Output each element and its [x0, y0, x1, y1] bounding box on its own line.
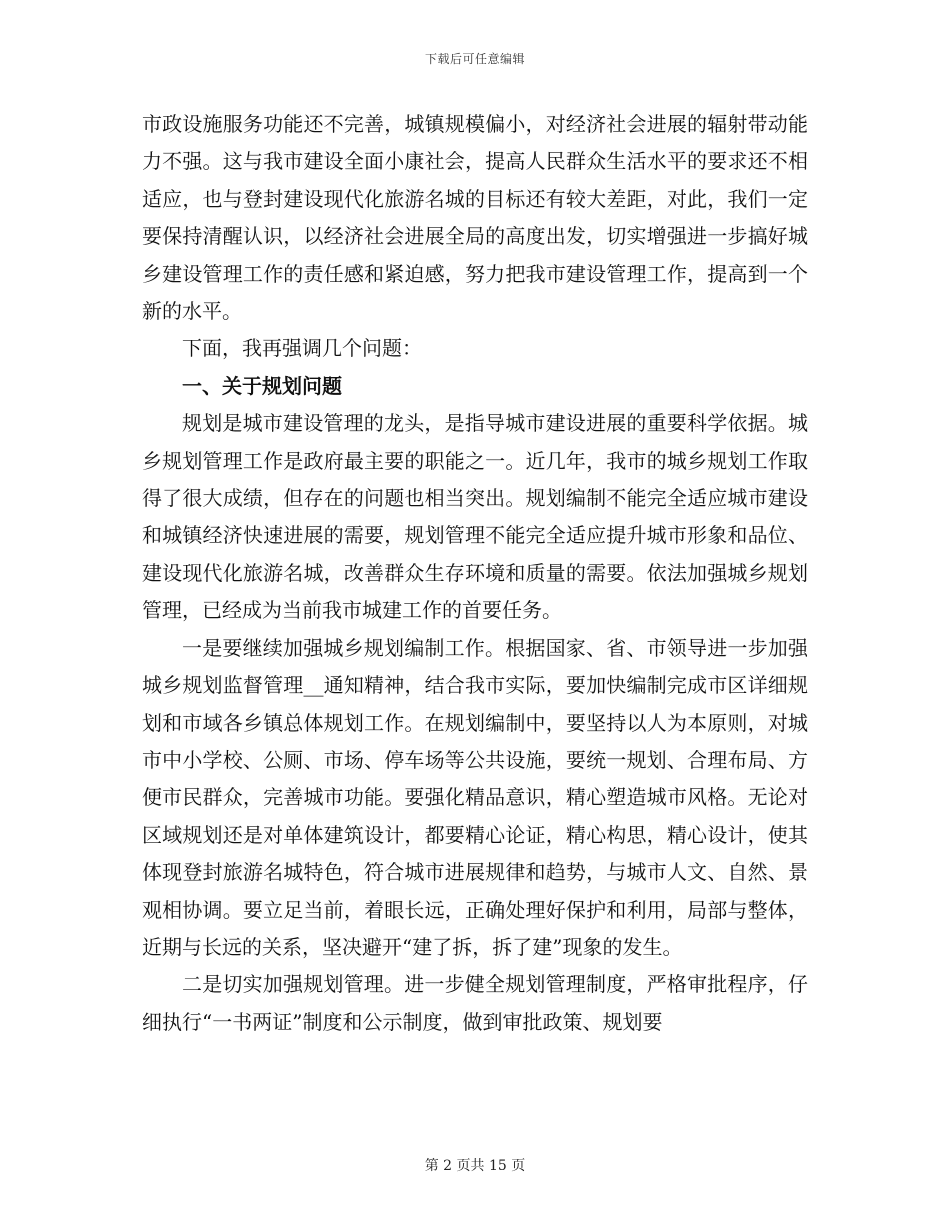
- section-heading: 一、关于规划问题: [182, 373, 342, 398]
- page-header: 下载后可任意编辑: [424, 52, 525, 66]
- paragraph-point-two: 二是切实加强规划管理。进一步健全规划管理制度，严格审批程序，仔细执行“一书两证”制度和公示制度，做到审批政策、规划要: [142, 972, 808, 1034]
- page-number: 第 2 页共 15 页: [424, 1158, 526, 1174]
- paragraph-continued: 市政设施服务功能还不完善，城镇规模偏小，对经济社会进展的辐射带动能力不强。这与我市建设全面小康社会，提高人民群众生活水平的要求还不相适应，也与登封建设现代化旅游名城的目标还有较大差距，对此，我们一定要保持清醒认识，以经济社会进展全局的高度出发，切实增强进一步搞好城乡建设管理工作的责任感和紧迫感，努力把我市建设管理工作，提高到一个新的水平。: [142, 112, 808, 324]
- paragraph-planning: 规划是城市建设管理的龙头，是指导城市建设进展的重要科学依据。城乡规划管理工作是政府最主要的职能之一。近几年，我市的城乡规划工作取得了很大成绩，但存在的问题也相当突出。规划编制不能完全适应城市建设和城镇经济快速进展的需要，规划管理不能完全适应提升城市形象和品位、建设现代化旅游名城，改善群众生存环境和质量的需要。依法加强城乡规划管理，已经成为当前我市城建工作的首要任务。: [142, 411, 808, 623]
- paragraph-point-one: 一是要继续加强城乡规划编制工作。根据国家、省、市领导进一步加强城乡规划监督管理__通知精神，结合我市实际，要加快编制完成市区详细规划和市域各乡镇总体规划工作。在规划编制中，要坚持以人为本原则，对城市中小学校、公厕、市场、停车场等公共设施，要统一规划、合理布局、方便市民群众，完善城市功能。要强化精品意识，精心塑造城市风格。无论对区域规划还是对单体建筑设计，都要精心论证，精心构思，精心设计，使其体现登封旅游名城特色，符合城市进展规律和趋势，与城市人文、自然、景观相协调。要立足当前，着眼长远，正确处理好保护和利用，局部与整体，近期与长远的关系，坚决避开“建了拆，拆了建”现象的发生。: [142, 635, 808, 959]
- document-body: [142, 106, 808, 1041]
- paragraph-intro: 下面，我再强调几个问题：: [182, 336, 422, 361]
